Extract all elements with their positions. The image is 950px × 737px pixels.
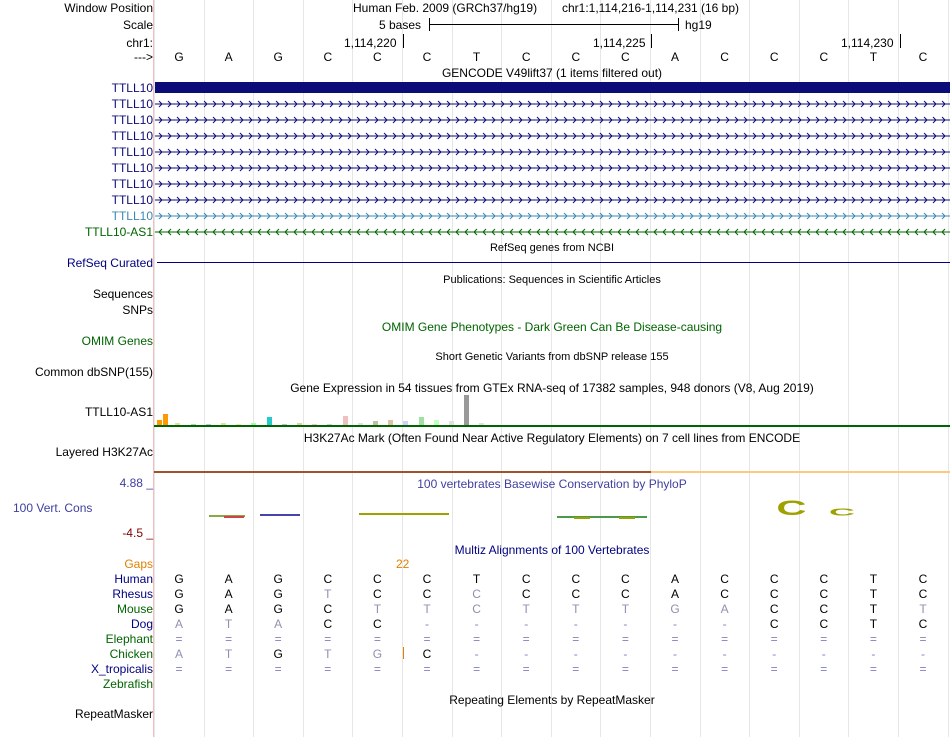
grid-line — [848, 0, 849, 737]
grid-line — [501, 0, 502, 737]
aligned-base: G — [372, 647, 383, 661]
aligned-base: = — [373, 632, 381, 646]
h3k27-label[interactable]: Layered H3K27Ac — [55, 445, 153, 459]
base-letter: C — [918, 50, 928, 64]
aligned-base: = — [820, 662, 828, 676]
grid-line — [749, 0, 750, 737]
aligned-base: = — [274, 632, 282, 646]
grid-line — [799, 0, 800, 737]
aligned-base: - — [524, 647, 529, 661]
refseq-label[interactable]: RefSeq Curated — [66, 256, 153, 270]
aligned-base: T — [324, 647, 332, 661]
species-label[interactable]: Human — [114, 572, 153, 586]
aligned-base: - — [425, 617, 429, 631]
base-letter: C — [323, 50, 333, 64]
gtex-tissue-bar[interactable] — [419, 417, 424, 425]
aligned-base: = — [721, 662, 729, 676]
aligned-base: C — [720, 587, 729, 601]
aligned-base: T — [522, 602, 530, 616]
aligned-base: C — [918, 617, 928, 631]
conservation-glyph-c1: C — [776, 495, 807, 520]
aligned-base: T — [919, 602, 927, 616]
tick-mark-1 — [403, 34, 404, 48]
tick-mark-2 — [651, 34, 652, 48]
h3k27-line-light[interactable] — [651, 471, 950, 473]
refseq-line[interactable] — [157, 262, 950, 263]
species-label[interactable]: Elephant — [105, 632, 153, 646]
gaps-label: Gaps — [124, 557, 153, 571]
gtex-tissue-bar[interactable] — [163, 414, 168, 425]
grid-line — [154, 0, 155, 737]
base-letter: G — [174, 50, 184, 64]
aligned-base: C — [323, 572, 333, 586]
aligned-base: = — [919, 632, 927, 646]
aligned-base: T — [224, 647, 233, 661]
tick-label-1: 1,114,220 — [344, 36, 397, 50]
aligned-base: C — [769, 602, 779, 616]
aligned-base: C — [621, 572, 630, 586]
position-text: chr1:1,114,216-1,114,231 (16 bp) — [562, 1, 740, 15]
phylop-small-marks — [209, 513, 647, 519]
gene-label[interactable]: TTLL10-AS1 — [84, 225, 153, 239]
aligned-base: = — [770, 662, 778, 676]
aligned-base: A — [224, 587, 233, 601]
aligned-base: = — [919, 662, 927, 676]
aligned-base: C — [422, 647, 432, 661]
gene-intron[interactable] — [155, 163, 950, 173]
aligned-base: = — [621, 632, 629, 646]
gene-label[interactable]: TTLL10 — [111, 209, 153, 223]
rmsk-label[interactable]: RepeatMasker — [74, 707, 153, 721]
grid-line — [600, 0, 601, 737]
aligned-base: C — [323, 602, 333, 616]
arrow-label: ---> — [134, 50, 153, 64]
base-letter: T — [869, 50, 878, 64]
grid-line — [551, 0, 552, 737]
chrom-label: chr1: — [126, 36, 153, 50]
aligned-base: C — [521, 572, 531, 586]
aligned-base: = — [572, 662, 580, 676]
aligned-base: - — [673, 617, 677, 631]
aligned-base: - — [722, 647, 727, 661]
aligned-base: - — [524, 617, 529, 631]
gene-intron[interactable] — [155, 147, 950, 157]
grid-line — [253, 0, 254, 737]
aligned-base: = — [770, 632, 778, 646]
aligned-base: A — [174, 647, 183, 661]
aligned-base: A — [224, 572, 233, 586]
aligned-base: G — [273, 587, 283, 601]
aligned-base: - — [623, 647, 628, 661]
gene-label[interactable]: TTLL10 — [111, 193, 153, 207]
scale-bar — [430, 24, 678, 25]
aligned-base: = — [621, 662, 629, 676]
aligned-base: T — [869, 617, 878, 631]
aligned-base: - — [722, 617, 727, 631]
base-letter: C — [769, 50, 779, 64]
species-label[interactable]: X_tropicalis — [90, 662, 153, 676]
aligned-base: = — [324, 632, 332, 646]
phylop-max: 4.88 _ — [119, 476, 153, 490]
aligned-base: - — [474, 617, 479, 631]
h3k27-line[interactable] — [154, 471, 651, 473]
aligned-base: = — [225, 632, 233, 646]
aligned-base: - — [871, 647, 876, 661]
base-letter: C — [422, 50, 432, 64]
aligned-base: G — [670, 602, 680, 616]
gene-label[interactable]: TTLL10 — [111, 129, 153, 143]
phylop-plot[interactable] — [154, 490, 950, 530]
gene-intron[interactable] — [155, 211, 950, 221]
gap-marker — [403, 647, 404, 659]
gene-label[interactable]: TTLL10 — [111, 161, 153, 175]
scale-db: hg19 — [685, 18, 712, 32]
aligned-base: C — [472, 602, 481, 616]
aligned-base: A — [670, 587, 679, 601]
tick-label-3: 1,114,230 — [841, 36, 894, 50]
aligned-base: - — [821, 647, 826, 661]
base-letter: C — [621, 50, 630, 64]
gtex-title[interactable]: Gene Expression in 54 tissues from GTEx RNA-seq of 17382 samples, 948 donors (V8, Aug 2019) — [290, 381, 814, 395]
grid-line — [898, 0, 899, 737]
aligned-base: - — [623, 617, 628, 631]
aligned-base: T — [869, 572, 878, 586]
aligned-base: G — [273, 647, 283, 661]
aligned-base: = — [522, 662, 530, 676]
base-letter: G — [273, 50, 283, 64]
aligned-base: = — [671, 662, 679, 676]
aligned-base: = — [175, 662, 183, 676]
multiz-title[interactable]: Multiz Alignments of 100 Vertebrates — [454, 543, 650, 557]
base-letter: C — [373, 50, 382, 64]
grid-line — [650, 0, 651, 737]
aligned-base: T — [224, 617, 233, 631]
species-label[interactable]: Mouse — [116, 602, 153, 616]
base-letter: C — [819, 50, 829, 64]
grid-line — [204, 0, 205, 737]
aligned-base: = — [225, 662, 233, 676]
gtex-tissue-bar[interactable] — [464, 395, 469, 425]
dbsnp-label[interactable]: Common dbSNP(155) — [34, 365, 153, 379]
conservation-glyph-c2: C — [829, 506, 855, 518]
pubs-label-snps[interactable]: SNPs — [122, 303, 153, 317]
refseq-title[interactable]: RefSeq genes from NCBI — [489, 242, 615, 254]
aligned-base: = — [423, 632, 431, 646]
aligned-base: A — [670, 572, 679, 586]
aligned-base: - — [573, 647, 578, 661]
scale-bar-right-tick — [678, 18, 679, 31]
aligned-base: A — [224, 602, 233, 616]
aligned-base: A — [720, 602, 729, 616]
aligned-base: C — [422, 572, 432, 586]
aligned-base: T — [869, 587, 878, 601]
aligned-base: C — [373, 572, 382, 586]
aligned-base: = — [473, 632, 481, 646]
aligned-base: T — [373, 602, 382, 616]
gene-intron[interactable] — [155, 99, 950, 109]
aligned-base: G — [273, 572, 283, 586]
aligned-base: T — [869, 602, 878, 616]
aligned-base: = — [869, 632, 877, 646]
grid-line — [452, 0, 453, 737]
gtex-tissue-bar[interactable] — [343, 416, 348, 425]
base-letter: A — [670, 50, 679, 64]
assembly-text: Human Feb. 2009 (GRCh37/hg19) — [353, 1, 538, 15]
pubs-title[interactable]: Publications: Sequences in Scientific Articles — [443, 274, 661, 286]
aligned-base: = — [274, 662, 282, 676]
base-letter: C — [521, 50, 531, 64]
aligned-base: - — [573, 617, 578, 631]
aligned-base: C — [819, 617, 829, 631]
aligned-base: C — [769, 587, 779, 601]
aligned-base: = — [820, 632, 828, 646]
species-label[interactable]: Dog — [130, 617, 153, 631]
gene-label[interactable]: TTLL10 — [111, 177, 153, 191]
aligned-base: = — [175, 632, 183, 646]
gene-intron[interactable] — [155, 195, 950, 205]
rmsk-title[interactable]: Repeating Elements by RepeatMasker — [449, 693, 655, 707]
grid-line — [948, 0, 949, 737]
aligned-base: C — [819, 587, 829, 601]
aligned-base: = — [522, 632, 530, 646]
base-letter: T — [472, 50, 481, 64]
aligned-base: C — [323, 617, 333, 631]
h3k27-title[interactable]: H3K27Ac Mark (Often Found Near Active Regulatory Elements) on 7 cell lines from ENCODE — [303, 431, 801, 445]
aligned-base: C — [521, 587, 531, 601]
gtex-label[interactable]: TTLL10-AS1 — [84, 405, 153, 419]
gene-intron-antisense[interactable] — [155, 227, 950, 237]
base-letter: C — [571, 50, 581, 64]
scale-bar-left-tick — [429, 18, 430, 31]
dbsnp-title[interactable]: Short Genetic Variants from dbSNP release 155 — [435, 351, 669, 363]
aligned-base: T — [423, 602, 431, 616]
aligned-base: G — [174, 587, 184, 601]
phylop-min: -4.5 _ — [122, 526, 153, 540]
gene-label[interactable]: TTLL10 — [111, 145, 153, 159]
aligned-base: = — [721, 632, 729, 646]
phylop-label[interactable]: 100 Vert. Cons — [13, 501, 93, 515]
grid-line — [402, 0, 403, 737]
aligned-base: = — [324, 662, 332, 676]
aligned-base: G — [174, 602, 184, 616]
aligned-base: = — [473, 662, 481, 676]
pubs-label-sequences[interactable]: Sequences — [92, 287, 153, 301]
scale-text: 5 bases — [379, 18, 422, 32]
aligned-base: = — [869, 662, 877, 676]
aligned-base: C — [769, 572, 779, 586]
aligned-base: C — [769, 617, 779, 631]
species-label[interactable]: Chicken — [109, 647, 153, 661]
aligned-base: - — [673, 647, 677, 661]
aligned-base: G — [174, 572, 184, 586]
aligned-base: C — [621, 587, 630, 601]
base-letter: A — [224, 50, 233, 64]
aligned-base: = — [423, 662, 431, 676]
gene-intron[interactable] — [155, 179, 950, 189]
species-label[interactable]: Zebrafish — [102, 677, 153, 691]
gencode-title[interactable]: GENCODE V49lift37 (1 items filtered out) — [441, 66, 663, 80]
aligned-base: C — [472, 587, 481, 601]
species-label[interactable]: Rhesus — [112, 587, 153, 601]
gene-intron[interactable] — [155, 115, 950, 125]
aligned-base: C — [918, 572, 928, 586]
gene-label[interactable]: TTLL10 — [111, 97, 153, 111]
aligned-base: - — [772, 647, 777, 661]
aligned-base: T — [572, 602, 580, 616]
aligned-base: C — [571, 572, 581, 586]
aligned-base: - — [921, 647, 925, 661]
aligned-base: G — [273, 602, 283, 616]
aligned-base: = — [671, 632, 679, 646]
gaps-value: 22 — [396, 557, 410, 571]
gtex-tissue-bar[interactable] — [267, 417, 272, 425]
gene-exon-block[interactable] — [155, 82, 950, 93]
aligned-base: C — [918, 587, 928, 601]
aligned-base: C — [819, 602, 829, 616]
grid-line — [352, 0, 353, 737]
aligned-base: - — [474, 647, 479, 661]
aligned-base: C — [819, 572, 829, 586]
aligned-base: C — [571, 587, 581, 601]
aligned-base: = — [572, 632, 580, 646]
aligned-base: T — [621, 602, 630, 616]
base-letter: C — [720, 50, 729, 64]
window-position-label: Window Position — [64, 1, 153, 15]
gene-label[interactable]: TTLL10 — [111, 81, 153, 95]
aligned-base: T — [324, 587, 332, 601]
aligned-base: A — [274, 617, 283, 631]
grid-line — [700, 0, 701, 737]
aligned-base: T — [472, 572, 481, 586]
label-separator — [153, 0, 154, 737]
aligned-base: C — [720, 572, 729, 586]
aligned-base: C — [422, 587, 432, 601]
scale-label: Scale — [122, 18, 153, 32]
tick-mark-3 — [900, 34, 901, 48]
gene-label[interactable]: TTLL10 — [111, 113, 153, 127]
grid-line — [303, 0, 304, 737]
aligned-base: C — [373, 587, 382, 601]
gtex-baseline — [154, 425, 950, 427]
omim-label[interactable]: OMIM Genes — [81, 334, 153, 348]
phylop-title[interactable]: 100 vertebrates Basewise Conservation by PhyloP — [417, 477, 687, 491]
aligned-base: = — [373, 662, 381, 676]
tick-label-2: 1,114,225 — [593, 36, 646, 50]
aligned-base: C — [373, 617, 382, 631]
aligned-base: A — [174, 617, 183, 631]
gene-intron[interactable] — [155, 131, 950, 141]
omim-title[interactable]: OMIM Gene Phenotypes - Dark Green Can Be Disease-causing — [381, 320, 723, 334]
